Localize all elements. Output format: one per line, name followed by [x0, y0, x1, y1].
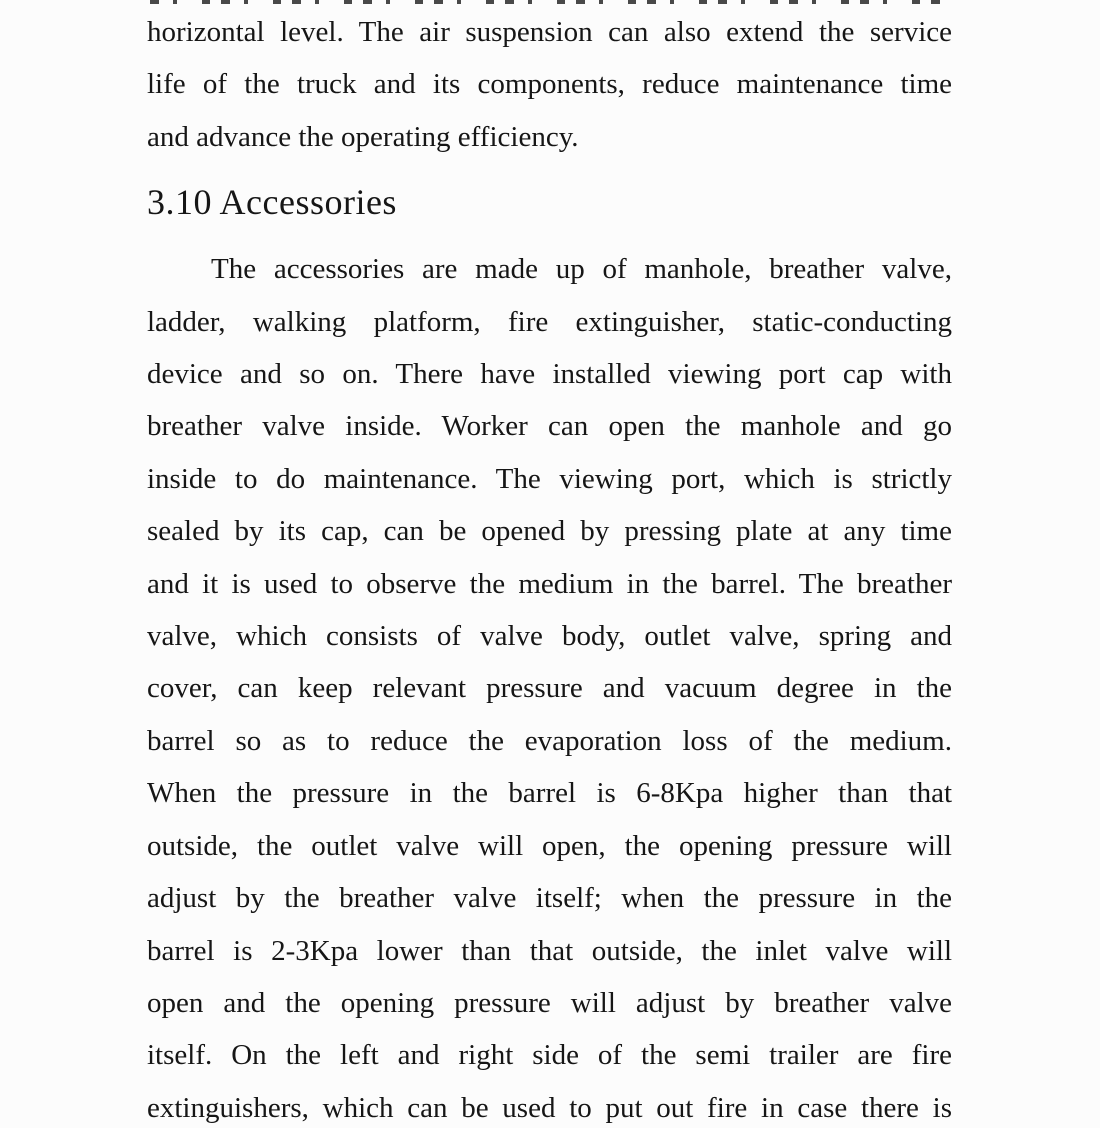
text-line: itself. On the left and right side of the semi trailer are fire — [147, 1039, 952, 1072]
text-line: life of the truck and its components, reduce maintenance time — [147, 68, 952, 101]
text-line: inside to do maintenance. The viewing port, which is strictly — [147, 462, 952, 495]
clipped-previous-line-remnant — [150, 0, 950, 4]
text-line: valve, which consists of valve body, outlet valve, spring and — [147, 620, 952, 653]
text-line: and advance the operating efficiency. — [147, 120, 579, 153]
text-line: device and so on. There have installed viewing port cap with — [147, 358, 952, 391]
text-line: The accessories are made up of manhole, breather valve, — [211, 253, 952, 286]
section-heading: 3.10 Accessories — [147, 182, 397, 223]
text-line: cover, can keep relevant pressure and vacuum degree in the — [147, 672, 952, 705]
text-line: barrel so as to reduce the evaporation loss of the medium. — [147, 724, 952, 757]
text-line: extinguishers, which can be used to put out fire in case there is — [147, 1091, 952, 1124]
text-line: sealed by its cap, can be opened by pressing plate at any time — [147, 515, 952, 548]
text-line: barrel is 2-3Kpa lower than that outside, the inlet valve will — [147, 934, 952, 967]
text-line: breather valve inside. Worker can open the manhole and go — [147, 410, 952, 443]
paragraph-accessories — [147, 243, 952, 1128]
text-line: horizontal level. The air suspension can also extend the service — [147, 16, 952, 48]
text-line: open and the opening pressure will adjust by breather valve — [147, 986, 952, 1019]
text-line: adjust by the breather valve itself; when the pressure in the — [147, 882, 952, 915]
paragraph-air-suspension — [147, 6, 952, 163]
text-line: When the pressure in the barrel is 6-8Kpa higher than that — [147, 777, 952, 810]
text-line: ladder, walking platform, fire extinguisher, static-conducting — [147, 305, 952, 338]
text-line: outside, the outlet valve will open, the opening pressure will — [147, 829, 952, 862]
text-line: and it is used to observe the medium in the barrel. The breather — [147, 567, 952, 600]
